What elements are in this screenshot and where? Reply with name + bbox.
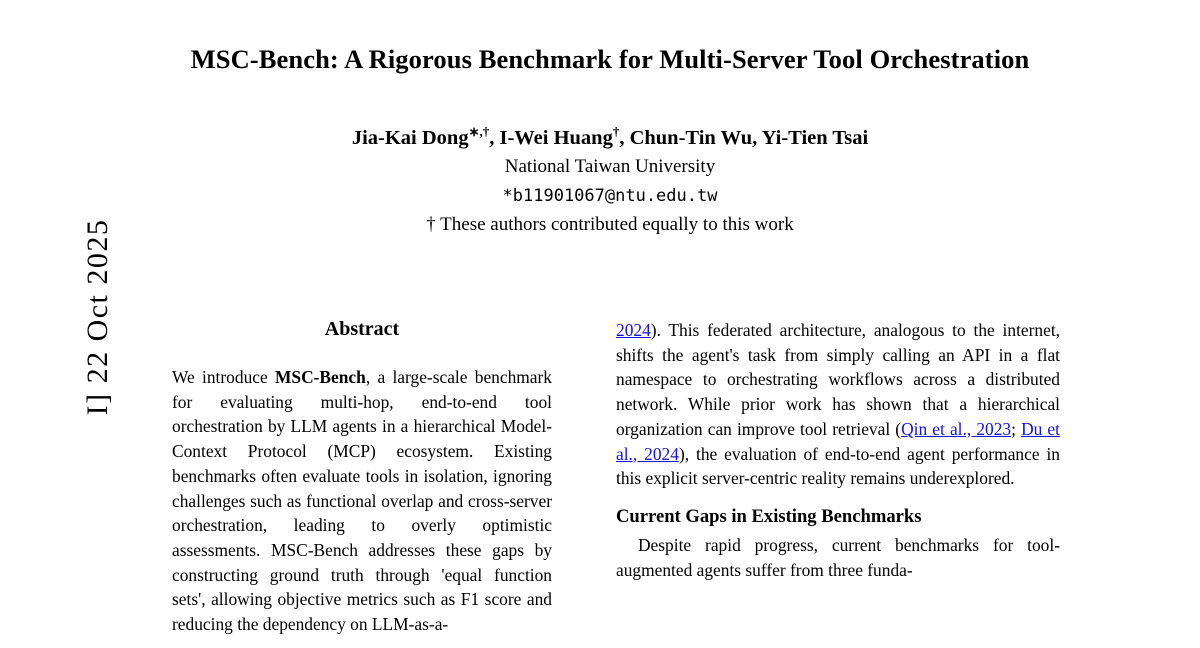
intro-text-1: ). This federated architecture, analogous to the internet, shifts the agent's task from simply calling an API in a flat namespace to orchestrating workflows across a distributed network. While prior work has shown that a hierarchical organization can improve tool retrieval ( (616, 320, 1060, 439)
citation-link-2024[interactable]: 2024 (616, 320, 651, 340)
equal-contribution-note: † These authors contributed equally to this work (426, 214, 794, 235)
intro-paragraph-1 (616, 318, 1060, 491)
abstract-lead: We introduce (172, 367, 275, 387)
intro-text-end: ), the evaluation of end-to-end agent performance in this explicit server-centric reality remains underexplored. (616, 443, 1060, 489)
arxiv-stamp: I] 22 Oct 2025 (81, 218, 114, 416)
intro-text-mid: ; (1011, 418, 1022, 439)
author-sep-1: , (489, 126, 500, 149)
abstract-heading: Abstract (324, 318, 400, 340)
affiliation: National Taiwan University (504, 156, 716, 177)
abstract-rest: , a large-scale benchmark for evaluating multi-hop, end-to-end tool orchestration by LLM agents in a hierarchical Model-Context Protocol (MCP) ecosystem. Existing benchmarks often evaluate tools in isolation, ignoring challenges such as functional overlap and cross-server orchestration, leading to overly optimistic assessments. MSC-Bench addresses these gaps by constructing ground truth through 'equal function sets', allowing objective metrics such as F1 score and reducing the dependency on LLM-as-a- (172, 367, 553, 635)
page-title: MSC-Bench: A Rigorous Benchmark for Multi-Server Tool Orchestration (190, 44, 1030, 74)
author-3: Chun-Tin Wu (629, 126, 753, 149)
author-2: I-Wei Huang† (499, 124, 620, 149)
citation-link-qin[interactable]: Qin et al., 2023 (901, 418, 1012, 439)
intro-column (616, 318, 1060, 583)
abstract-column (172, 318, 552, 637)
contact-email[interactable]: *b11901067@ntu.edu.tw (502, 186, 718, 206)
author-sep-3: , (752, 126, 762, 149)
author-sep-2: , (619, 126, 630, 149)
abstract-paragraph (172, 365, 552, 637)
author-1: Jia-Kai Dong∗,† (351, 124, 490, 149)
benchmark-name: MSC-Bench (275, 367, 366, 387)
author-4: Yi-Tien Tsai (761, 126, 869, 149)
intro-paragraph-2: Despite rapid progress, current benchmarks for tool-augmented agents suffer from three funda- (616, 535, 1060, 580)
section-heading-current-gaps: Current Gaps in Existing Benchmarks (616, 505, 922, 527)
citation-link-du[interactable]: Du et al., 2024 (616, 418, 1060, 464)
author-list (120, 124, 1100, 150)
